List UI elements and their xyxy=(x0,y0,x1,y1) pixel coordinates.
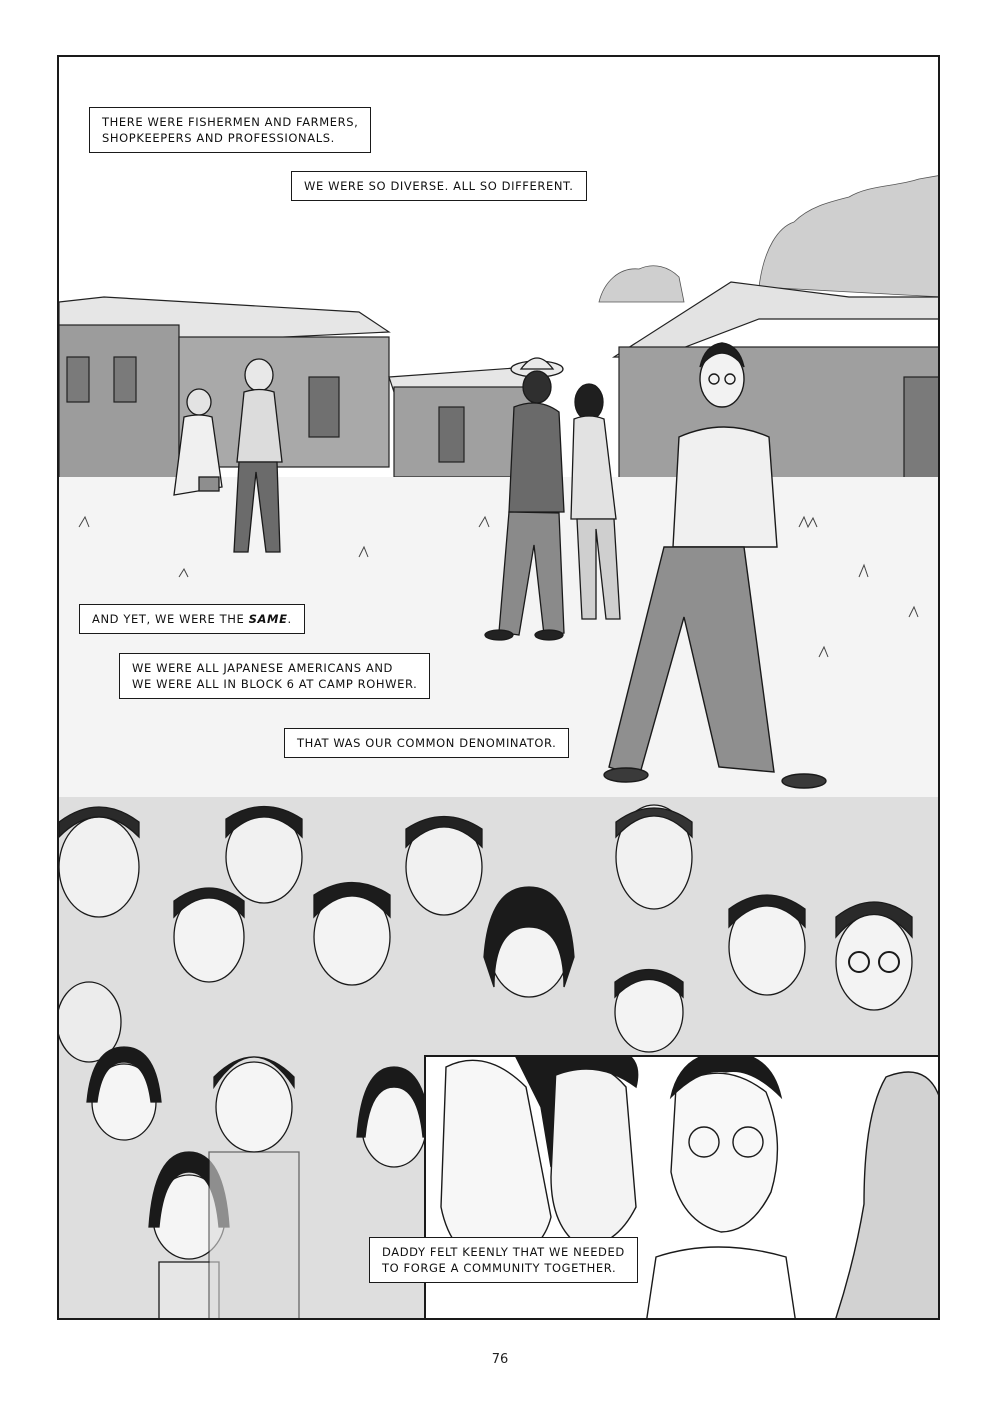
comic-panel-frame xyxy=(57,55,940,1320)
caption-same-suffix: . xyxy=(287,612,292,626)
caption-so-diverse-text: WE WERE SO DIVERSE. ALL SO DIFFERENT. xyxy=(304,179,574,193)
caption-same-emphasis: SAME xyxy=(248,612,288,626)
caption-forge-community-line1: DADDY FELT KEENLY THAT WE NEEDED xyxy=(382,1245,625,1259)
caption-same-prefix: AND YET, WE WERE THE xyxy=(92,612,249,626)
caption-common-denominator xyxy=(284,728,569,758)
caption-we-were-the-same xyxy=(79,604,305,634)
barracks-right xyxy=(614,282,940,502)
caption-japanese-americans-block6 xyxy=(119,653,430,699)
caption-block6-line2: WE WERE ALL IN BLOCK 6 AT CAMP ROHWER. xyxy=(132,677,418,691)
barracks-left xyxy=(59,297,389,485)
caption-fishermen-farmers xyxy=(89,107,371,153)
caption-fishermen-farmers-line2: SHOPKEEPERS AND PROFESSIONALS. xyxy=(102,131,335,145)
caption-so-diverse xyxy=(291,171,587,201)
caption-block6-line1: WE WERE ALL JAPANESE AMERICANS AND xyxy=(132,661,394,675)
page-number: 76 xyxy=(491,1352,509,1367)
caption-forge-community-line2: TO FORGE A COMMUNITY TOGETHER. xyxy=(382,1261,617,1275)
background-trees xyxy=(599,175,940,302)
caption-fishermen-farmers-line1: THERE WERE FISHERMEN AND FARMERS, xyxy=(102,115,359,129)
caption-forge-community xyxy=(369,1237,638,1283)
caption-common-denominator-text: THAT WAS OUR COMMON DENOMINATOR. xyxy=(297,736,557,750)
